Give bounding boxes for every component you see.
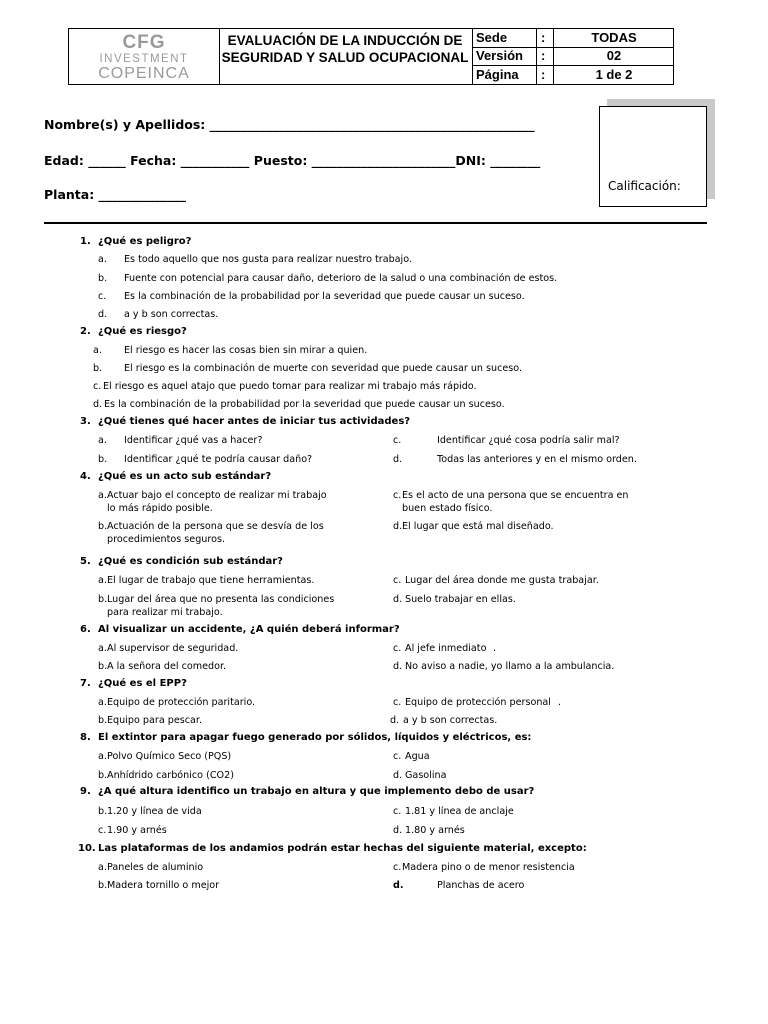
version-sep: : <box>541 48 546 63</box>
option-text[interactable]: Equipo para pescar. <box>107 715 203 726</box>
option-text[interactable]: Suelo trabajar en ellas. <box>405 594 516 605</box>
option-text[interactable]: 1.20 y línea de vida <box>107 806 202 817</box>
option-text[interactable]: Es la combinación de la probabilidad por la severidad que puede causar un suceso. <box>124 291 525 302</box>
option-letter: c. <box>393 490 402 501</box>
option-text[interactable]: Identificar ¿qué cosa podría salir mal? <box>437 435 620 446</box>
option-text[interactable]: 1.90 y arnés <box>107 825 167 836</box>
option-text[interactable]: Paneles de aluminio <box>107 862 204 873</box>
option-text[interactable]: Identificar ¿qué vas a hacer? <box>124 435 263 446</box>
option-letter: a. <box>98 254 107 265</box>
option-letter: c. <box>393 575 402 586</box>
sede-sep: : <box>541 30 546 45</box>
option-letter: d. <box>393 770 403 781</box>
question-text: ¿Qué tienes qué hacer antes de iniciar tus actividades? <box>98 416 411 427</box>
option-letter: d. <box>393 661 403 672</box>
option-text[interactable]: Al supervisor de seguridad. <box>107 643 239 654</box>
question-text: ¿A qué altura identifico un trabajo en altura y que implemento debo de usar? <box>98 786 535 797</box>
option-letter: d. <box>93 399 103 410</box>
option-text[interactable]: Actuar bajo el concepto de realizar mi trabajo <box>107 490 327 501</box>
option-text-correct[interactable]: Fuente con potencial para causar daño, deterioro de la salud o una combinación de estos. <box>124 273 558 284</box>
option-text[interactable]: No aviso a nadie, yo llamo a la ambulancia. <box>405 661 615 672</box>
company-logo-copeinca: COPEINCA <box>98 65 190 82</box>
question-text: Las plataformas de los andamios podrán estar hechas del siguiente material, excepto: <box>98 843 587 854</box>
option-text-correct[interactable]: Todas las anteriores y en el mismo orden. <box>437 454 637 465</box>
option-text-correct[interactable]: Actuación de la persona que se desvía de los <box>107 521 324 532</box>
option-text[interactable]: a y b son correctas. <box>124 309 219 320</box>
question-text: Al visualizar un accidente, ¿A quién deberá informar? <box>98 624 400 635</box>
option-letter: a. <box>93 345 102 356</box>
option-text[interactable]: El lugar que está mal diseñado. <box>402 521 554 532</box>
question-number: 6. <box>80 624 91 635</box>
option-letter: c. <box>393 697 402 708</box>
option-text[interactable]: Equipo de protección paritario. <box>107 697 256 708</box>
option-text-correct[interactable]: 1.80 y arnés <box>405 825 465 836</box>
header-divider <box>44 222 707 224</box>
option-text[interactable]: Anhídrido carbónico (CO2) <box>107 770 234 781</box>
question-number: 2. <box>80 326 91 337</box>
option-letter: c. <box>93 381 102 392</box>
option-letter: b. <box>98 661 108 672</box>
option-text[interactable]: El riesgo es aquel atajo que puedo tomar para realizar mi trabajo más rápido. <box>103 381 477 392</box>
option-text-correct[interactable]: Equipo de protección personal <box>405 697 551 708</box>
option-text[interactable]: Lugar del área donde me gusta trabajar. <box>405 575 599 586</box>
question-number: 4. <box>80 471 91 482</box>
page-label: Página <box>476 67 519 82</box>
option-letter: d. <box>393 521 403 532</box>
option-text-correct[interactable]: Madera pino o de menor resistencia <box>402 862 575 873</box>
option-text[interactable]: El riesgo es la combinación de muerte con severidad que puede causar un suceso. <box>124 363 523 374</box>
option-letter: b. <box>98 715 108 726</box>
option-text-cont[interactable]: buen estado físico. <box>402 503 493 514</box>
page-sep: : <box>541 67 546 82</box>
question-text: ¿Qué es el EPP? <box>98 678 187 689</box>
option-letter: d. <box>393 825 403 836</box>
option-text-cont[interactable]: lo más rápido posible. <box>107 503 213 514</box>
sede-value: TODAS <box>591 30 637 45</box>
option-letter: b. <box>98 454 108 465</box>
question-text: ¿Qué es riesgo? <box>98 326 187 337</box>
option-text-correct[interactable]: Polvo Químico Seco (PQS) <box>107 751 232 762</box>
option-letter: d. <box>393 880 404 891</box>
option-letter: c. <box>98 825 107 836</box>
option-text[interactable]: Identificar ¿qué te podría causar daño? <box>124 454 313 465</box>
option-text-correct-cont[interactable]: para realizar mi trabajo. <box>107 607 223 618</box>
option-text[interactable]: 1.81 y línea de anclaje <box>405 806 514 817</box>
option-letter: a. <box>98 751 107 762</box>
option-letter: b. <box>98 273 108 284</box>
option-text[interactable]: Gasolina <box>405 770 447 781</box>
option-letter: b. <box>98 806 108 817</box>
version-value: 02 <box>606 48 622 63</box>
option-text-correct-cont[interactable]: procedimientos seguros. <box>107 534 226 545</box>
option-suffix: . <box>558 697 562 708</box>
question-number: 7. <box>80 678 91 689</box>
option-letter: d. <box>390 715 400 726</box>
question-number: 1. <box>80 236 91 247</box>
option-letter: c. <box>393 862 402 873</box>
option-letter: a. <box>98 697 107 708</box>
option-letter: a. <box>98 862 107 873</box>
question-text: ¿Qué es un acto sub estándar? <box>98 471 272 482</box>
option-letter: c. <box>393 435 402 446</box>
option-text[interactable]: El riesgo es hacer las cosas bien sin mirar a quien. <box>124 345 368 356</box>
page-value: 1 de 2 <box>595 67 633 82</box>
option-text[interactable]: Es el acto de una persona que se encuentra en <box>402 490 629 501</box>
option-text-correct[interactable]: Al jefe inmediato <box>405 643 487 654</box>
company-logo-investment: INVESTMENT <box>99 53 189 65</box>
question-number: 3. <box>80 416 91 427</box>
option-letter: c. <box>393 643 402 654</box>
question-text: ¿Qué es peligro? <box>98 236 192 247</box>
name-field[interactable]: Nombre(s) y Apellidos: ____________________________________________________ <box>44 117 535 132</box>
version-label: Versión <box>476 48 523 63</box>
option-letter: d. <box>393 594 403 605</box>
option-letter: b. <box>93 363 103 374</box>
option-letter: b. <box>98 880 108 891</box>
option-text[interactable]: Madera tornillo o mejor <box>107 880 220 891</box>
option-letter: c. <box>393 806 402 817</box>
question-text: ¿Qué es condición sub estándar? <box>98 556 283 567</box>
score-label: Calificación: <box>608 179 681 193</box>
option-letter: a. <box>98 490 107 501</box>
option-letter: c. <box>393 751 402 762</box>
option-letter: b. <box>98 770 108 781</box>
question-number: 5. <box>80 556 91 567</box>
option-letter: b. <box>98 521 108 532</box>
plant-field[interactable]: Planta: ______________ <box>44 187 187 202</box>
option-letter: a. <box>98 643 107 654</box>
option-text-correct[interactable]: Es la combinación de la probabilidad por la severidad que puede causar un suceso. <box>104 399 505 410</box>
option-text[interactable]: Planchas de acero <box>437 880 525 891</box>
option-text[interactable]: Agua <box>405 751 430 762</box>
option-letter: a. <box>98 435 107 446</box>
document-title: EVALUACIÓN DE LA INDUCCIÓN DE SEGURIDAD Y SALUD OCUPACIONAL <box>221 33 469 65</box>
question-number: 8. <box>80 732 91 743</box>
option-letter: a. <box>98 575 107 586</box>
option-text[interactable]: A la señora del comedor. <box>107 661 227 672</box>
option-text[interactable]: Es todo aquello que nos gusta para realizar nuestro trabajo. <box>124 254 412 265</box>
option-text[interactable]: El lugar de trabajo que tiene herramientas. <box>107 575 315 586</box>
option-text-correct[interactable]: Lugar del área que no presenta las condiciones <box>107 594 335 605</box>
sede-label: Sede <box>476 30 508 45</box>
option-letter: d. <box>393 454 403 465</box>
document-header <box>68 28 674 85</box>
question-number: 10. <box>78 843 96 854</box>
question-number: 9. <box>80 786 91 797</box>
option-letter: c. <box>98 291 107 302</box>
option-suffix: . <box>493 643 497 654</box>
age-date-position-dni-field[interactable]: Edad: ______ Fecha: ___________ Puesto: _______________________DNI: ________ <box>44 153 541 168</box>
option-letter: d. <box>98 309 108 320</box>
company-logo-cfg: CFG <box>122 32 166 53</box>
question-text: El extintor para apagar fuego generado por sólidos, líquidos y eléctricos, es: <box>98 732 532 743</box>
option-letter: b. <box>98 594 108 605</box>
option-text[interactable]: a y b son correctas. <box>403 715 498 726</box>
